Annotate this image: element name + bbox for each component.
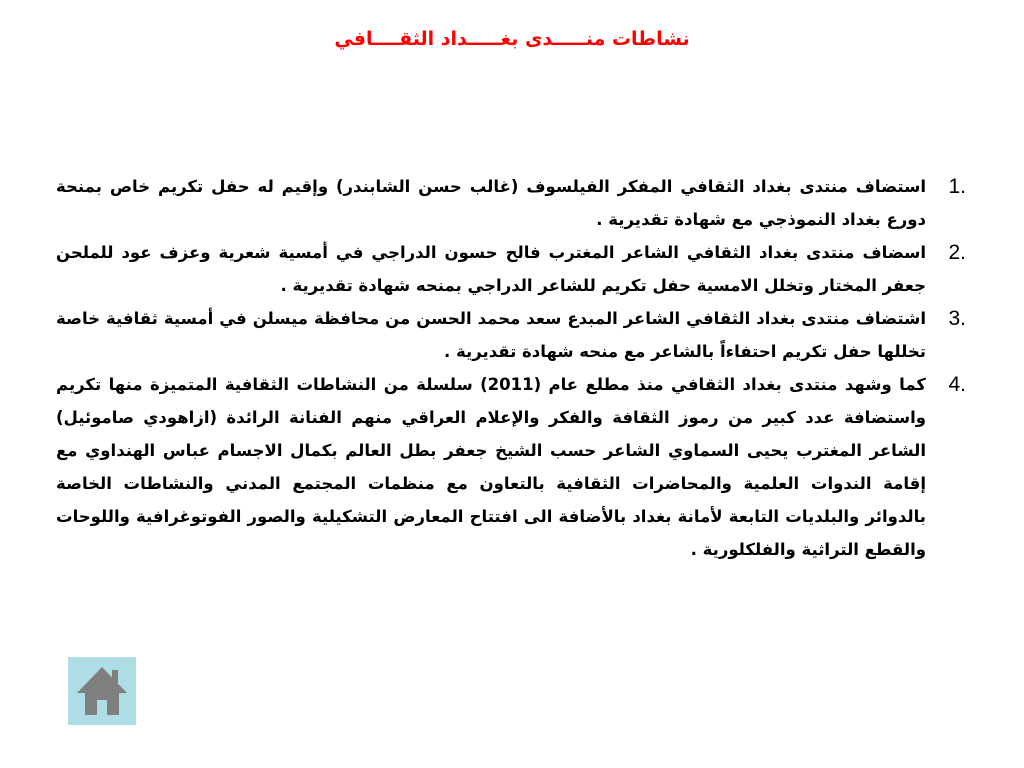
item-text: استضاف منتدى بغداد الثقافي المفكر الفيلسوف (غالب حسن الشابندر) وإقيم له حفل تكريم خاص بمنحة دورع بغداد النموذجي مع شهادة تقديرية .: [56, 177, 926, 229]
home-button[interactable]: [68, 657, 136, 725]
item-number: 4.: [948, 373, 966, 396]
item-number: 1.: [948, 175, 966, 198]
home-icon: [68, 657, 136, 725]
item-text: اشتضاف منتدى بغداد الثقافي الشاعر المبدع سعد محمد الحسن من محافظة ميسلن في أمسية ثقافية خاصة تخللها حفل تكريم احتفاءاً بالشاعر مع منحه شهادة تقديرية .: [56, 309, 926, 361]
item-number: 2.: [948, 241, 966, 264]
item-text: اسضاف منتدى بغداد الثقافي الشاعر المغترب فالح حسون الدراجي في أمسية شعرية وعزف عود للملحن جعفر المختار وتخلل الامسية حفل تكريم للشاعر الدراجي بمنحه شهادة تقديرية .: [56, 243, 926, 295]
activities-list: [56, 170, 966, 566]
list-item: [56, 302, 966, 368]
list-item: [56, 236, 966, 302]
page-title: نشاطات منـــــدى بغـــــداد الثقــــافي: [334, 28, 690, 50]
list-item: [56, 170, 966, 236]
item-text: كما وشهد منتدى بغداد الثقافي منذ مطلع عام (2011) سلسلة من النشاطات الثقافية المتميزة منها تكريم واستضافة عدد كبير من رموز الثقافة والفكر والإعلام العراقي منهم الفنانة الرائدة (ازاهودي صاموئيل) الشاعر المغترب يحيى السماوي الشاعر حسب الشيخ جعفر بطل العالم بكمال الاجسام عباس الهنداوي مع إقامة الندوات العلمية والمحاضرات الثقافية بالتعاون مع منظمات المجتمع المدني والنشاطات الخاصة بالدوائر والبلديات التابعة لأمانة بغداد بالأضافة الى افتتاح المعارض التشكيلية والصور الفوتوغرافية واللوحات والقطع التراثية والفلكلورية .: [56, 375, 926, 559]
list-item: [56, 368, 966, 566]
item-number: 3.: [948, 307, 966, 330]
